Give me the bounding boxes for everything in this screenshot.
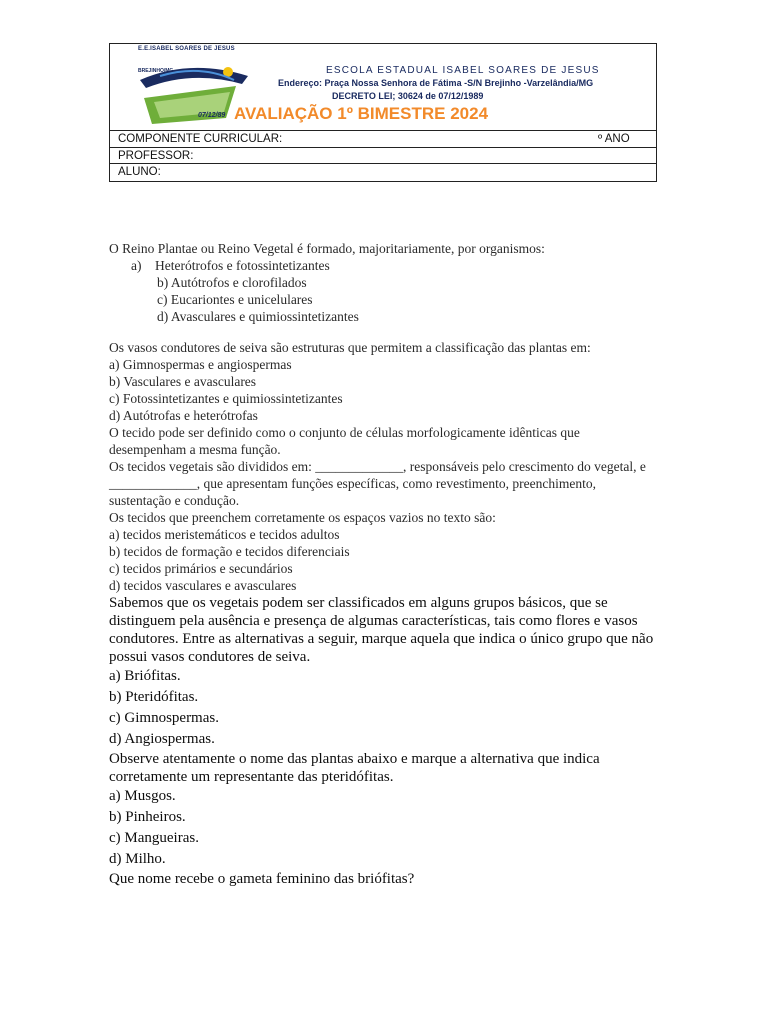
- option-d[interactable]: d) Avasculares e quimiossintetizantes: [157, 309, 359, 324]
- exam-title: AVALIAÇÃO 1º BIMESTRE 2024: [234, 104, 489, 123]
- question-2: [109, 339, 657, 424]
- exam-header: [109, 43, 657, 182]
- question-stem: Que nome recebe o gameta feminino das briófitas?: [109, 871, 415, 887]
- exam-content: [109, 240, 657, 888]
- question-3: [109, 424, 657, 594]
- option-c[interactable]: c) Fotossintetizantes e quimiossintetizantes: [109, 391, 343, 406]
- option-text: Heterótrofos e fotossintetizantes: [155, 258, 330, 273]
- teacher-label: PROFESSOR:: [118, 149, 194, 162]
- component-row[interactable]: [110, 131, 656, 148]
- option-c[interactable]: c) tecidos primários e secundários: [109, 561, 293, 576]
- option-a[interactable]: a) Musgos.: [109, 788, 176, 804]
- component-label: COMPONENTE CURRICULAR:: [118, 133, 283, 145]
- question-stem: Observe atentamente o nome das plantas abaixo e marque a alternativa que indica corretamente um representante das pteridófitas.: [109, 751, 600, 785]
- large-text-block: [109, 594, 657, 888]
- question-stem: O Reino Plantae ou Reino Vegetal é formado, majoritariamente, por organismos:: [109, 241, 545, 256]
- option-d[interactable]: d) Milho.: [109, 851, 166, 867]
- question-5: [109, 750, 657, 870]
- option-b[interactable]: b) tecidos de formação e tecidos diferenciais: [109, 544, 350, 559]
- option-d[interactable]: d) Angiospermas.: [109, 731, 215, 747]
- question-stem: Os vasos condutores de seiva são estruturas que permitem a classificação das plantas em:: [109, 340, 591, 355]
- option-letter: a): [131, 258, 142, 273]
- school-name: ESCOLA ESTADUAL ISABEL SOARES DE JESUS: [326, 65, 600, 76]
- option-c[interactable]: c) Mangueiras.: [109, 830, 199, 846]
- logo-date: 07/12/89: [198, 112, 226, 119]
- question-text: Os tecidos vegetais são divididos em: _____________, responsáveis pelo crescimento do vegetal, e _____________, que apresentam funções específicas, como revestimento, preenchimento, sustentação e condução.: [109, 459, 646, 508]
- school-decree: DECRETO LEI; 30624 de 07/12/1989: [332, 91, 484, 101]
- question-stem: O tecido pode ser definido como o conjunto de células morfologicamente idênticas que desempenham a mesma função.: [109, 425, 580, 457]
- question-6: [109, 870, 657, 888]
- option-d[interactable]: d) tecidos vasculares e avasculares: [109, 578, 297, 593]
- school-address: Endereço: Praça Nossa Senhora de Fátima -S/N Brejinho -Varzelândia/MG: [278, 78, 594, 88]
- grade-label: º ANO: [598, 133, 630, 145]
- question-1: [109, 240, 657, 325]
- spacer: [109, 325, 657, 339]
- student-row[interactable]: [110, 164, 656, 181]
- option-a[interactable]: [109, 257, 657, 274]
- question-prompt: Os tecidos que preenchem corretamente os espaços vazios no texto são:: [109, 510, 496, 525]
- option-c[interactable]: c) Eucariontes e unicelulares: [157, 292, 313, 307]
- option-a[interactable]: a) Briófitas.: [109, 668, 181, 684]
- logo-caption: E.E.ISABEL SOARES DE JESUS: [138, 46, 235, 52]
- option-b[interactable]: b) Autótrofos e clorofilados: [157, 275, 307, 290]
- header-banner: [110, 44, 656, 131]
- option-b[interactable]: b) Pteridófitas.: [109, 689, 199, 705]
- student-label: ALUNO:: [118, 166, 161, 178]
- question-stem: Sabemos que os vegetais podem ser classificados em alguns grupos básicos, que se distinguem pela ausência e presença de algumas características, tais como flores e vasos condutores. Entre as alternativas a seguir, marque aquela que indica o único grupo que não possui vasos condutores de seiva.: [109, 595, 654, 665]
- option-c[interactable]: c) Gimnospermas.: [109, 710, 219, 726]
- option-b[interactable]: b) Vasculares e avasculares: [109, 374, 257, 389]
- option-b[interactable]: b) Pinheiros.: [109, 809, 186, 825]
- option-a[interactable]: a) Gimnospermas e angiospermas: [109, 357, 292, 372]
- teacher-row[interactable]: [110, 148, 656, 165]
- option-d[interactable]: d) Autótrofas e heterótrofas: [109, 408, 258, 423]
- option-a[interactable]: a) tecidos meristemáticos e tecidos adultos: [109, 527, 340, 542]
- logo-city: BREJINHO/MG: [138, 68, 174, 74]
- question-4: [109, 594, 657, 750]
